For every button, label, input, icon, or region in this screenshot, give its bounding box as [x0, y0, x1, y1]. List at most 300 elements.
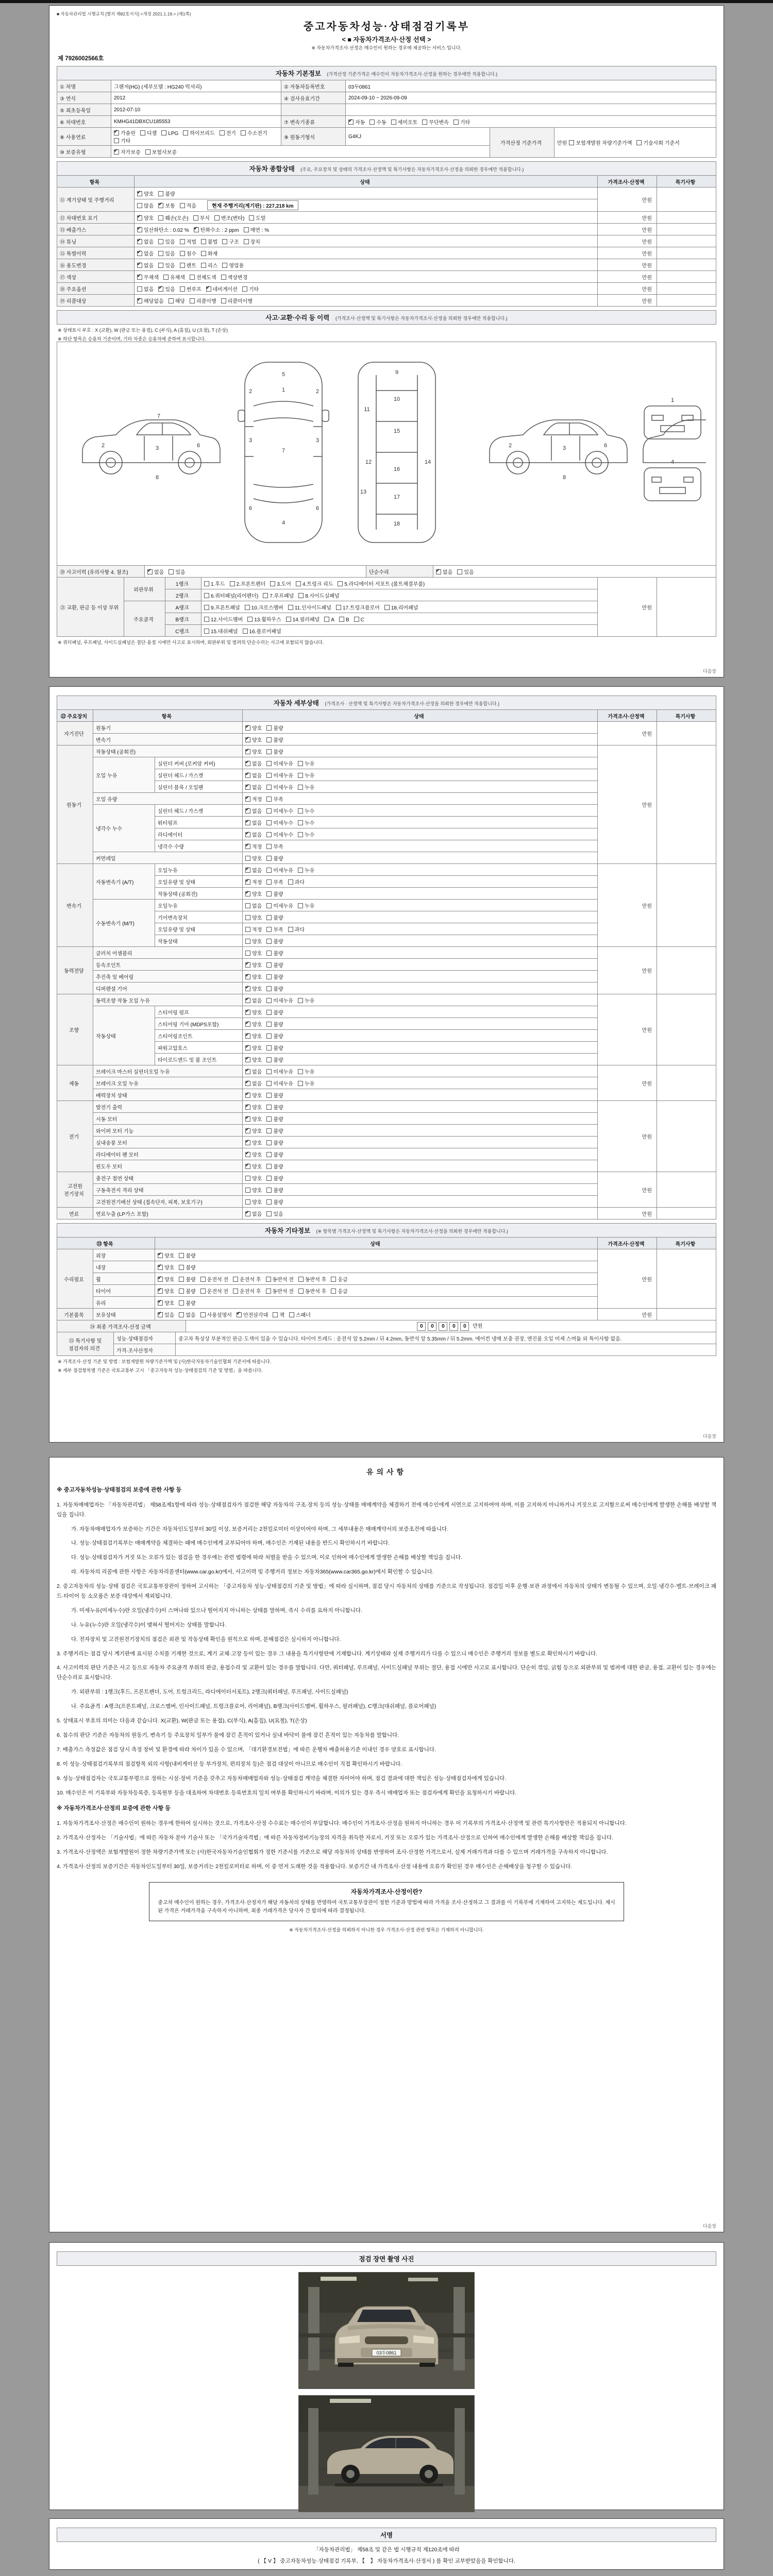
option-수동[interactable]: 수동 — [369, 118, 386, 126]
option-없음[interactable]: ✔ 없음 — [245, 1210, 262, 1217]
option-불량[interactable]: 불량 — [266, 1186, 283, 1194]
checkbox-icon — [158, 191, 163, 196]
inspection-photo-side — [298, 2395, 475, 2512]
option-양호[interactable]: 양호 — [245, 854, 262, 862]
option-없음[interactable]: ✔ 없음 — [137, 238, 154, 245]
option-없음[interactable]: ✔ 없음 — [245, 1067, 262, 1075]
option-리콜이행[interactable]: 리콜이행 — [190, 297, 216, 304]
checkbox-icon — [266, 1152, 272, 1157]
option-양호[interactable]: ✔ 양호 — [158, 1287, 174, 1295]
section-title: 자동차 기본정보 — [275, 70, 321, 77]
option-기술사회 기준서[interactable]: 기술사회 기준서 — [636, 139, 679, 146]
option-양호[interactable]: ✔ 양호 — [137, 214, 154, 222]
option-양호[interactable]: ✔ 양호 — [245, 1032, 262, 1040]
option-동반석 전[interactable]: 동반석 전 — [266, 1287, 294, 1295]
option-불량[interactable]: 불량 — [266, 949, 283, 957]
option-누유[interactable]: 누유 — [298, 866, 314, 874]
checkbox-icon — [266, 725, 272, 731]
option-미세누유[interactable]: 미세누유 — [266, 866, 293, 874]
option-8.사이드실패널[interactable]: 8.사이드실패널 — [298, 591, 339, 599]
option-유채색[interactable]: 유채색 — [163, 273, 185, 281]
checkbox-icon — [266, 1289, 271, 1294]
form-cell: 항목 — [57, 176, 135, 188]
option-없음[interactable]: 없음 — [137, 285, 154, 293]
option-기타[interactable]: 기타 — [453, 118, 470, 126]
option-디젤[interactable]: 디젤 — [140, 129, 157, 137]
form-cell: 라디에이터 팬 모터 — [93, 1148, 243, 1160]
option-불량[interactable]: 불량 — [179, 1287, 195, 1295]
checkbox-icon — [266, 1069, 272, 1074]
option-불량[interactable]: 불량 — [266, 1056, 283, 1063]
option-있음[interactable]: 있음 — [457, 568, 474, 575]
form-cell: ⑮ 특별이력 — [57, 247, 135, 259]
checkbox-icon — [266, 868, 272, 873]
form-cell: 만원 — [598, 295, 657, 307]
option-있음[interactable]: 있음 — [169, 568, 185, 575]
form-cell: 가격·조사산정자 — [114, 1344, 176, 1356]
option-장치[interactable]: 장치 — [244, 238, 260, 245]
option-운전석 전[interactable]: 운전석 전 — [200, 1287, 228, 1295]
next-page-label[interactable]: 다음장 — [702, 2224, 716, 2229]
option-양호[interactable]: 양호 — [245, 913, 262, 921]
option-양호[interactable]: ✔ 양호 — [158, 1299, 174, 1307]
option-과다[interactable]: 과다 — [288, 925, 305, 933]
form-cell — [657, 745, 716, 864]
form-cell: 타이어 — [93, 1285, 155, 1297]
exchange-note: ※ 쿼터패널, 루프패널, 사이드실패널은 절단·용접 시에만 사고로 표시하며, 외판부위 및 범퍼의 단순수리는 사고에 포함되지 않습니다. — [58, 640, 324, 645]
checkbox-icon — [158, 251, 163, 256]
option-양호[interactable]: ✔ 양호 — [158, 1251, 174, 1259]
form-cell — [657, 1101, 716, 1172]
option-있음[interactable]: 있음 — [158, 261, 175, 269]
option-불량[interactable]: 불량 — [266, 985, 283, 992]
checkbox-icon — [245, 773, 250, 778]
form-cell — [243, 781, 598, 793]
option-적법[interactable]: 적법 — [180, 238, 196, 245]
checkbox-icon — [180, 203, 185, 208]
next-page-label[interactable]: 다음장 — [702, 1434, 716, 1439]
option-하이브리드[interactable]: 하이브리드 — [183, 129, 214, 137]
option-양호[interactable]: 양호 — [245, 1174, 262, 1182]
option-7.루프패널[interactable]: 7.루프패널 — [263, 591, 294, 599]
option-누유[interactable]: 누유 — [298, 902, 314, 909]
form-cell: ⑫ 차대번호 표기 — [57, 212, 135, 224]
svg-text:5: 5 — [281, 371, 285, 378]
option-양호[interactable]: ✔ 양호 — [158, 1275, 174, 1283]
option-양호[interactable]: ✔ 양호 — [245, 1008, 262, 1016]
option-없음[interactable]: 없음 — [245, 902, 262, 909]
option-있음[interactable]: 있음 — [266, 1210, 283, 1217]
option-양호[interactable]: ✔ 양호 — [245, 890, 262, 897]
option-양호[interactable]: ✔ 양호 — [245, 1091, 262, 1099]
option-부족[interactable]: 부족 — [266, 842, 283, 850]
notice-line: 3. 가격조사·산정액은 보험개발원이 정한 차량기준가액 또는 (사)한국자동차기술인협회가 정한 기준서를 기준으로 해당 자동차의 상태를 반영하여 조사·산정한 가격으로서, 실제 거래가격과 다를 수 있으며 거래가격을 구속하지 아니합니다. — [57, 1849, 608, 1855]
form-cell: 동력전달 — [57, 947, 93, 994]
option-기타[interactable]: 기타 — [242, 285, 259, 293]
option-16.플로어패널[interactable]: 16.플로어패널 — [243, 627, 281, 635]
form-cell — [657, 1065, 716, 1101]
option-보험사보증[interactable]: 보험사보증 — [145, 148, 177, 156]
option-불량[interactable]: 불량 — [266, 890, 283, 897]
option-탄화수소 : 2 ppm[interactable]: ✔ 탄화수소 : 2 ppm — [194, 226, 239, 233]
option-부족[interactable]: 부족 — [266, 878, 283, 886]
option-안전삼각대[interactable]: ✔ 안전삼각대 — [237, 1311, 268, 1318]
option-양호[interactable]: ✔ 양호 — [245, 724, 262, 732]
form-cell: 추진축 및 베어링 — [93, 971, 243, 982]
option-누유[interactable]: 누유 — [298, 996, 314, 1004]
option-양호[interactable]: ✔ 양호 — [245, 1139, 262, 1146]
option-적음[interactable]: 적음 — [180, 201, 196, 209]
option-침수[interactable]: 침수 — [180, 249, 196, 257]
option-B[interactable]: B — [339, 617, 349, 623]
checkbox-icon — [245, 1033, 250, 1039]
option-부족[interactable]: 부족 — [266, 795, 283, 803]
form-cell — [243, 793, 598, 805]
checkbox-icon — [266, 1277, 271, 1282]
option-누유[interactable]: 누유 — [298, 1079, 314, 1087]
checkbox-icon — [249, 215, 254, 221]
option-2.프론트펜더[interactable]: 2.프론트펜더 — [230, 580, 266, 587]
option-무단변속[interactable]: 무단변속 — [422, 118, 449, 126]
form-cell: 냉각수 누수 — [93, 805, 155, 852]
option-양호[interactable]: ✔ 양호 — [245, 985, 262, 992]
option-불량[interactable]: 불량 — [266, 1020, 283, 1028]
signature-statement-line2: ( 【 V 】 중고자동차성능·상태점검 기록부, 【 】 자동차가격조사·산정서 ) 를 확인 교부받았음을 확인합니다. — [258, 2558, 515, 2564]
option-전체도색[interactable]: 전체도색 — [190, 273, 216, 281]
option-불량[interactable]: 불량 — [266, 854, 283, 862]
option-불량[interactable]: 불량 — [266, 961, 283, 969]
option-LPG[interactable]: LPG — [161, 130, 178, 137]
option-불량[interactable]: 불량 — [179, 1275, 195, 1283]
option-없음[interactable]: ✔ 없음 — [137, 261, 154, 269]
checkbox-icon — [245, 974, 250, 979]
form-cell — [657, 722, 716, 745]
checkbox-icon — [457, 569, 462, 574]
option-A[interactable]: A — [324, 617, 334, 623]
form-cell: ⑧ 사용연료 — [57, 128, 111, 146]
option-훼손(오손)[interactable]: 훼손(오손) — [158, 214, 188, 222]
checkbox-icon — [180, 239, 185, 244]
option-불량[interactable]: 불량 — [266, 1008, 283, 1016]
option-불량[interactable]: 불량 — [266, 1103, 283, 1111]
option-자가보증[interactable]: ✔ 자가보증 — [114, 148, 141, 156]
detail-state-table-host — [57, 709, 716, 1219]
option-스패너[interactable]: 스패너 — [289, 1311, 311, 1318]
form-cell — [243, 769, 598, 781]
option-18.리어패널[interactable]: 18.리어패널 — [384, 603, 418, 611]
option-미세누수[interactable]: 미세누수 — [266, 807, 293, 815]
option-불량[interactable]: 불량 — [266, 1174, 283, 1182]
form-cell: 윈도우 모터 — [93, 1160, 243, 1172]
option-구조[interactable]: 구조 — [222, 238, 239, 245]
form-cell — [243, 734, 598, 745]
option-불량[interactable]: 불량 — [266, 913, 283, 921]
checkbox-icon — [137, 286, 142, 292]
option-세미오토[interactable]: 세미오토 — [391, 118, 418, 126]
option-렌트[interactable]: 렌트 — [180, 261, 196, 269]
option-있음[interactable]: ✔ 있음 — [158, 1311, 174, 1318]
option-누수[interactable]: 누수 — [298, 807, 314, 815]
value-box: 현재 주행거리(계기판) : 227,218 km — [207, 200, 298, 210]
option-화재[interactable]: 화재 — [201, 249, 217, 257]
option-도말[interactable]: 도말 — [249, 214, 265, 222]
form-cell: ㉒ 주요장치 — [57, 710, 93, 722]
form-cell: 오일 유량 — [93, 793, 243, 805]
form-cell: 작동상태 — [155, 935, 243, 947]
option-9.프론트패널[interactable]: 9.프론트패널 — [204, 603, 240, 611]
option-불량[interactable]: 불량 — [266, 1091, 283, 1099]
option-부족[interactable]: 부족 — [266, 925, 283, 933]
option-불량[interactable]: 불량 — [266, 748, 283, 755]
option-14.필러패널[interactable]: 14.필러패널 — [286, 615, 320, 623]
option-양호[interactable]: ✔양호 — [137, 190, 154, 197]
option-11.인사이드패널[interactable]: 11.인사이드패널 — [288, 603, 331, 611]
final-price-cell: 0 0 0 0 0 만원 — [186, 1320, 716, 1332]
checkbox-icon — [245, 939, 250, 944]
form-cell: 전기 — [57, 1101, 93, 1172]
option-양호[interactable]: ✔ 양호 — [245, 1115, 262, 1123]
option-운전석 후[interactable]: 운전석 후 — [233, 1275, 261, 1283]
option-없음[interactable]: ✔ 없음 — [245, 831, 262, 838]
option-불량[interactable]: 불량 — [179, 1263, 195, 1271]
option-누유[interactable]: 누유 — [298, 1067, 314, 1075]
option-누유[interactable]: 누유 — [298, 771, 314, 779]
form-cell: 수동변속기 (M/T) — [93, 900, 155, 947]
option-13.휠하우스[interactable]: 13.휠하우스 — [247, 615, 281, 623]
option-불량[interactable]: 불량 — [266, 724, 283, 732]
option-불량[interactable]: 불량 — [266, 1115, 283, 1123]
option-불량[interactable]: 불량 — [158, 190, 175, 197]
option-동반석 후[interactable]: 동반석 후 — [298, 1287, 326, 1295]
option-운전석 전[interactable]: 운전석 전 — [200, 1275, 228, 1283]
option-동반석 전[interactable]: 동반석 전 — [266, 1275, 294, 1283]
option-부식[interactable]: 부식 — [193, 214, 210, 222]
form-cell: C랭크 — [165, 625, 201, 637]
option-불량[interactable]: 불량 — [266, 736, 283, 743]
form-cell — [243, 1065, 598, 1077]
form-cell: 커먼레일 — [93, 852, 243, 864]
option-기타[interactable]: 기타 — [114, 137, 130, 144]
form-cell — [201, 613, 598, 625]
option-일산화탄소 : 0.02 %[interactable]: ✔ 일산화탄소 : 0.02 % — [137, 226, 189, 233]
option-불량[interactable]: 불량 — [179, 1251, 195, 1259]
option-불량[interactable]: 불량 — [266, 1150, 283, 1158]
option-적정[interactable]: 적정 — [245, 925, 262, 933]
option-양호[interactable]: 양호 — [245, 1198, 262, 1206]
option-없음[interactable]: ✔ 없음 — [245, 807, 262, 815]
option-없음[interactable]: 없음 — [179, 1311, 195, 1318]
form-cell: 브레이크 마스터 실린더오일 누유 — [93, 1065, 243, 1077]
option-없음[interactable]: ✔ 없음 — [245, 783, 262, 791]
checkbox-icon — [369, 120, 375, 125]
option-없음[interactable]: ✔ 없음 — [436, 568, 452, 575]
option-적정[interactable]: ✔ 적정 — [245, 878, 262, 886]
option-해당없음[interactable]: ✔ 해당없음 — [137, 297, 164, 304]
svg-text:8: 8 — [562, 474, 566, 481]
option-C[interactable]: C — [354, 617, 364, 623]
next-page-label[interactable]: 다음장 — [702, 669, 716, 674]
notice-line: 3. 주행거리는 점검 당시 계기판에 표시된 수치를 기재한 것으로, 계기 교체·고장 등이 있는 경우 그 내용을 특기사항란에 기재합니다. 계기상태와 실제 주행거리가 다를 수 있으니 매수인은 주행거리 정보를 별도로 확인하시기 바랍니다. — [57, 1650, 597, 1657]
checkbox-icon — [193, 215, 198, 221]
notice-line: 8. 이 성능·상태점검기록부의 점검항목 외의 사항(내비게이션 등 부가장치, 편의장치 등)은 점검 대상이 아니므로 매수인이 직접 확인하시기 바랍니다. — [57, 1760, 402, 1767]
option-양호[interactable]: ✔ 양호 — [245, 1044, 262, 1052]
option-잭[interactable]: 잭 — [273, 1311, 284, 1318]
option-많음[interactable]: 많음 — [137, 201, 154, 209]
form-cell — [243, 1125, 598, 1137]
form-cell: ⑤ 최초등록일 — [57, 104, 111, 116]
form-cell — [243, 852, 598, 864]
option-적정[interactable]: ✔ 적정 — [245, 795, 262, 803]
vehicle-name-value: 그랜저(HG) (세부모델 : HG240 럭셔리) — [111, 80, 281, 92]
option-양호[interactable]: ✔ 양호 — [245, 736, 262, 743]
option-5.라디에이터 서포트 (볼트체결부품)[interactable]: 5.라디에이터 서포트 (볼트체결부품) — [338, 580, 425, 587]
option-양호[interactable]: ✔ 양호 — [245, 1020, 262, 1028]
option-불법[interactable]: 불법 — [201, 238, 217, 245]
option-과다[interactable]: 과다 — [288, 878, 305, 886]
form-cell: ㉓ 항목 — [57, 1238, 155, 1249]
option-3.도어[interactable]: 3.도어 — [270, 580, 291, 587]
option-15.대쉬패널[interactable]: 15.대쉬패널 — [204, 627, 238, 635]
option-사용설명서[interactable]: 사용설명서 — [200, 1311, 232, 1318]
option-리콜미이행[interactable]: 리콜미이행 — [221, 297, 253, 304]
option-17.트렁크플로어[interactable]: 17.트렁크플로어 — [336, 603, 380, 611]
option-양호[interactable]: 양호 — [245, 937, 262, 945]
form-cell: 실내송풍 모터 — [93, 1137, 243, 1148]
option-양호[interactable]: ✔ 양호 — [245, 1103, 262, 1111]
option-불량[interactable]: 불량 — [266, 1139, 283, 1146]
option-양호[interactable]: ✔ 양호 — [158, 1263, 174, 1271]
option-영업용[interactable]: 영업용 — [222, 261, 244, 269]
option-적정[interactable]: ✔ 적정 — [245, 842, 262, 850]
option-미세누유[interactable]: 미세누유 — [266, 783, 293, 791]
option-4.트렁크 리드[interactable]: 4.트렁크 리드 — [296, 580, 333, 587]
option-1.후드[interactable]: 1.후드 — [204, 580, 225, 587]
form-cell: 만원 — [598, 1101, 657, 1172]
checkbox-icon — [137, 275, 142, 280]
option-무채색[interactable]: ✔ 무채색 — [137, 273, 159, 281]
option-썬루프[interactable]: 썬루프 — [180, 285, 201, 293]
option-미세누유[interactable]: 미세누유 — [266, 1067, 293, 1075]
form-cell — [657, 259, 716, 271]
option-미세누수[interactable]: 미세누수 — [266, 831, 293, 838]
option-있음[interactable]: 있음 — [158, 249, 175, 257]
checkbox-icon — [266, 1010, 272, 1015]
checkbox-icon — [245, 1164, 250, 1169]
option-양호[interactable]: 양호 — [245, 949, 262, 957]
option-없음[interactable]: ✔ 없음 — [245, 866, 262, 874]
form-cell — [201, 578, 598, 589]
option-양호[interactable]: ✔ 양호 — [245, 1150, 262, 1158]
section-header-detail — [57, 696, 716, 710]
option-네비게이션[interactable]: ✔ 네비게이션 — [206, 285, 238, 293]
option-매연 : %[interactable]: 매연 : % — [244, 226, 270, 233]
option-보통[interactable]: ✔ 보통 — [158, 201, 175, 209]
option-리스[interactable]: 리스 — [201, 261, 217, 269]
option-없음[interactable]: ✔ 없음 — [245, 819, 262, 826]
option-불량[interactable]: 불량 — [179, 1299, 195, 1307]
option-미세누유[interactable]: 미세누유 — [266, 1079, 293, 1087]
option-10.크로스멤버[interactable]: 10.크로스멤버 — [245, 603, 283, 611]
option-가솔린[interactable]: ✔가솔린 — [114, 129, 136, 137]
notice-heading: ※ 중고자동차성능·상태점검의 보증에 관한 사항 등 — [57, 1487, 182, 1493]
option-양호[interactable]: ✔ 양호 — [245, 1162, 262, 1170]
checkbox-icon — [137, 191, 142, 196]
option-불량[interactable]: 불량 — [266, 1198, 283, 1206]
option-불량[interactable]: 불량 — [266, 1162, 283, 1170]
checkbox-icon — [245, 820, 250, 825]
option-수소전기[interactable]: 수소전기 — [241, 129, 267, 137]
option-자동[interactable]: ✔ 자동 — [348, 118, 365, 126]
option-해당[interactable]: 해당 — [169, 297, 185, 304]
checkbox-icon — [266, 927, 272, 932]
accident-flag-table-host — [57, 565, 716, 578]
option-불량[interactable]: 불량 — [266, 1044, 283, 1052]
checkbox-icon — [245, 832, 250, 837]
form-cell — [243, 1208, 598, 1219]
checkbox-icon — [298, 1069, 303, 1074]
option-없음[interactable]: ✔ 없음 — [245, 771, 262, 779]
option-보험개발원 차량기준가액[interactable]: 보험개발원 차량기준가액 — [569, 139, 632, 146]
checkbox-icon — [266, 773, 272, 778]
option-없음[interactable]: ✔ 없음 — [245, 759, 262, 767]
option-누유[interactable]: 누유 — [298, 783, 314, 791]
accident_flag-table — [57, 565, 716, 578]
option-양호[interactable]: ✔ 양호 — [245, 961, 262, 969]
option-미세누유[interactable]: 미세누유 — [266, 759, 293, 767]
checkbox-icon — [245, 1199, 250, 1205]
option-불량[interactable]: 불량 — [266, 937, 283, 945]
option-있음[interactable]: ✔ 있음 — [158, 285, 175, 293]
checkbox-icon — [158, 263, 163, 268]
option-불량[interactable]: 불량 — [266, 1127, 283, 1134]
option-누수[interactable]: 누수 — [298, 819, 314, 826]
svg-text:3: 3 — [248, 437, 253, 444]
option-양호[interactable]: ✔ 양호 — [245, 973, 262, 980]
inspection-period-value: 2024-09-10 ~ 2026-09-09 — [346, 92, 716, 104]
option-응급[interactable]: 응급 — [331, 1275, 347, 1283]
form-cell — [135, 235, 598, 247]
option-있음[interactable]: 있음 — [158, 238, 175, 245]
option-불량[interactable]: 불량 — [266, 1032, 283, 1040]
option-양호[interactable]: ✔ 양호 — [245, 1127, 262, 1134]
option-양호[interactable]: ✔ 양호 — [245, 1056, 262, 1063]
option-전기[interactable]: 전기 — [220, 129, 236, 137]
option-동반석 후[interactable]: 동반석 후 — [298, 1275, 326, 1283]
option-없음[interactable]: ✔ 없음 — [137, 249, 154, 257]
option-12.사이드멤버[interactable]: 12.사이드멤버 — [204, 615, 243, 623]
option-6.쿼터패널(리어펜더)[interactable]: 6.쿼터패널(리어펜더) — [204, 591, 258, 599]
notice-line: 나. 누유(누수)란 오일(냉각수)이 맺혀서 떨어지는 상태를 말합니다. — [71, 1621, 227, 1628]
option-양호[interactable]: ✔ 양호 — [245, 748, 262, 755]
option-운전석 후[interactable]: 운전석 후 — [233, 1287, 261, 1295]
option-미세누유[interactable]: 미세누유 — [266, 771, 293, 779]
option-누수[interactable]: 누수 — [298, 831, 314, 838]
option-없음[interactable]: ✔ 없음 — [245, 996, 262, 1004]
checkbox-icon — [137, 227, 142, 232]
option-변조(변타)[interactable]: 변조(변타) — [214, 214, 244, 222]
option-양호[interactable]: 양호 — [245, 1186, 262, 1194]
option-미세누수[interactable]: 미세누수 — [266, 819, 293, 826]
checkbox-icon — [158, 1312, 163, 1317]
option-미세누유[interactable]: 미세누유 — [266, 902, 293, 909]
option-없음[interactable]: ✔ 없음 — [245, 1079, 262, 1087]
option-색상변경[interactable]: 색상변경 — [221, 273, 248, 281]
option-누유[interactable]: 누유 — [298, 759, 314, 767]
option-불량[interactable]: 불량 — [266, 973, 283, 980]
option-응급[interactable]: 응급 — [331, 1287, 347, 1295]
option-없음[interactable]: ✔ 없음 — [147, 568, 164, 575]
option-미세누유[interactable]: 미세누유 — [266, 996, 293, 1004]
